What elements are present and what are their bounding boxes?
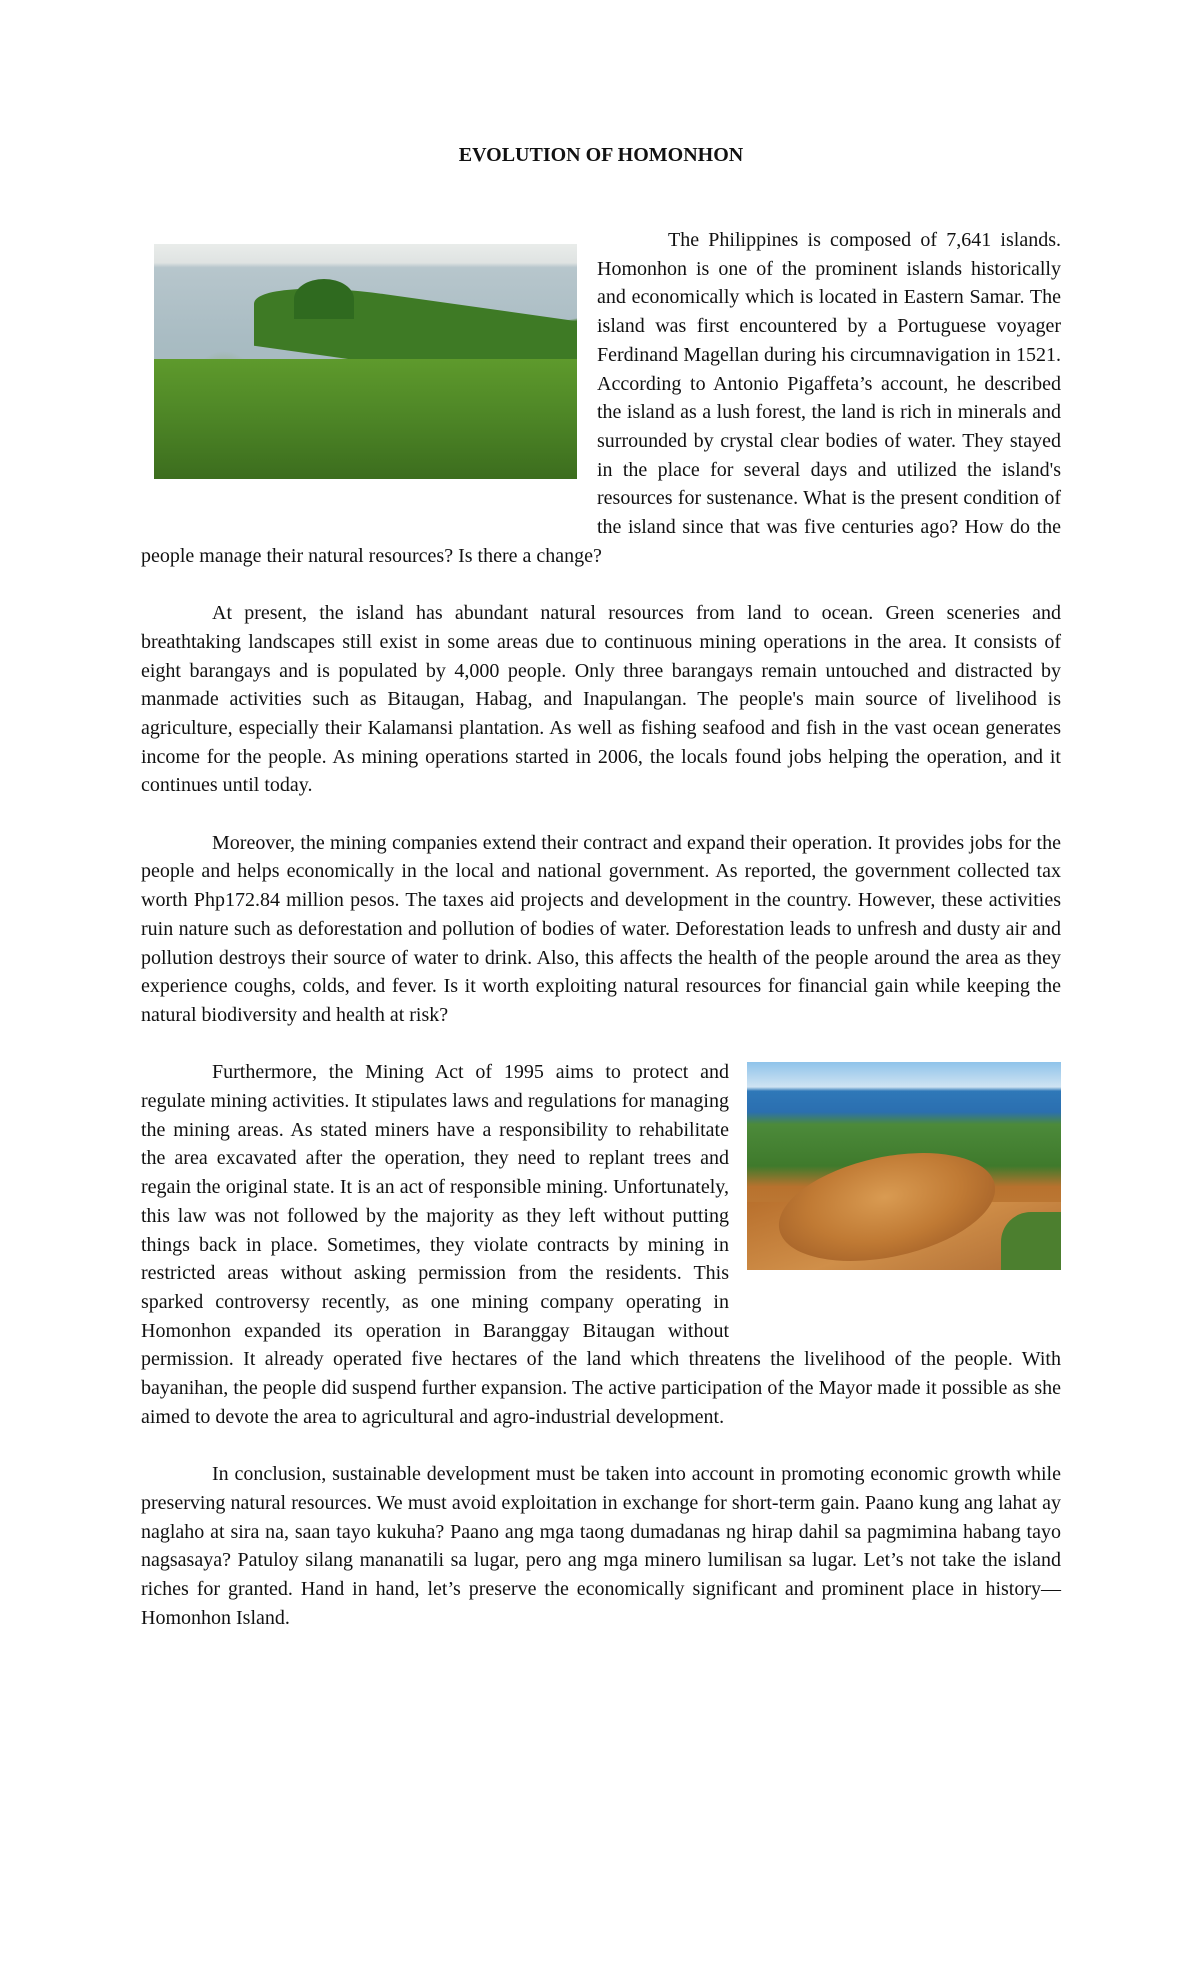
homonhon-island-coast-photo	[154, 244, 577, 479]
paragraph-mining-act: Furthermore, the Mining Act of 1995 aims to protect and regulate mining activities. It stipulates laws and regulations for managing the mining areas. As stated miners have a responsibility to rehabilitate the area excavated after the operation, they need to replant trees and regain the original state. It is an act of responsible mining. Unfortunately, this law was not followed by the majority as they left without putting things back in place. Sometimes, they violate contracts by mining in restricted areas without asking permission from the residents. This sparked controversy recently, as one mining company operating in Homonhon expanded its operation in Baranggay Bitaugan without permission. It already operated five hectares of the land which threatens the livelihood of the people. With bayanihan, the people did suspend further expansion. The active participation of the Mayor made it possible as she aimed to devote the area to agricultural and agro-industrial development.	[141, 1061, 1061, 1428]
paragraph-conclusion: In conclusion, sustainable development must be taken into account in promoting economic growth while preserving natural resources. We must avoid exploitation in exchange for short-term gain. Paano kung ang lahat ay naglaho at sira na, saan tayo kukuha? Paano ang mga taong dumadanas ng hirap dahil sa pagmimina habang tayo nagsasaya? Patuloy silang mananatili sa lugar, pero ang mga minero lumilisan sa lugar. Let’s not take the island riches for granted. Hand in hand, let’s preserve the economically significant and prominent place in history—Homonhon Island.	[141, 1463, 1061, 1629]
paragraph-present: At present, the island has abundant natural resources from land to ocean. Green sceneries and breathtaking landscapes still exist in some areas due to continuous mining operations in the area. It consists of eight barangays and is populated by 4,000 people. Only three barangays remain untouched and distracted by manmade activities such as Bitaugan, Habag, and Inapulangan. The people's main source of livelihood is agriculture, especially their Kalamansi plantation. As well as fishing seafood and fish in the vast ocean generates income for the people. As mining operations started in 2006, the locals found jobs helping the operation, and it continues until today.	[141, 602, 1061, 797]
document-title: EVOLUTION OF HOMONHON	[458, 144, 744, 166]
paragraph-mining-economy: Moreover, the mining companies extend their contract and expand their operation. It provides jobs for the people and helps economically in the local and national government. As reported, the government collected tax worth Php172.84 million pesos. The taxes aid projects and development in the country. However, these activities ruin nature such as deforestation and pollution of bodies of water. Deforestation leads to unfresh and dusty air and pollution destroys their source of water to drink. Also, this affects the health of the people around the area as they experience coughs, colds, and fever. Is it worth exploiting natural resources for financial gain while keeping the natural biodiversity and health at risk?	[141, 831, 1061, 1026]
mining-site-aerial-photo	[747, 1062, 1061, 1270]
document-body	[141, 226, 1061, 1661]
palm-foreground	[154, 359, 577, 479]
island-hill	[294, 279, 354, 319]
paragraph-intro: The Philippines is composed of 7,641 islands. Homonhon is one of the prominent islands historically and economically which is located in Eastern Samar. The island was first encountered by a Portuguese voyager Ferdinand Magellan during his circumnavigation in 1521. According to Antonio Pigaffeta’s account, he described the island as a lush forest, the land is rich in minerals and surrounded by crystal clear bodies of water. They stayed in the place for several days and utilized the island's resources for sustenance. What is the present condition of the island since that was five centuries ago? How do the people manage their natural resources? Is there a change?	[141, 229, 1061, 567]
forest-patch	[1001, 1212, 1061, 1270]
